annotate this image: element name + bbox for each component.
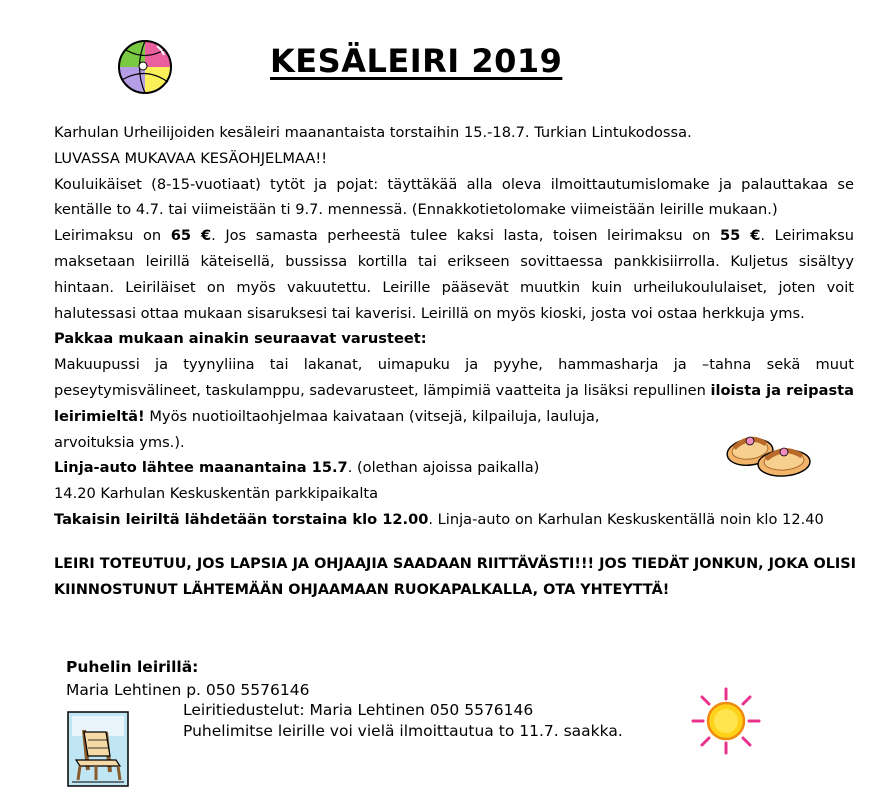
intro-line-2: LUVASSA MUKAVAA KESÄOHJELMAA!! xyxy=(54,149,328,167)
contact-details xyxy=(183,700,623,742)
fee-paragraph: Leirimaksu on 65 €. Jos samasta perheestä tulee kaksi lasta, toisen leirimaksu on 55 €. Leirimaksu maksetaan leirillä käteisellä, bussissa kortilla tai erikseen sovittaessa pankkisiirrolla. Kuljetus sisältyy hintaan. Leiriläiset on myös vakuutettu. Leirille pääsevät muutkin kuin urheilukoululaiset, joten voit halutessasi ottaa mukaan sisaruksesi tai kaverisi. Leirillä on myös kioski, josta voi ostaa herkkuja yms. xyxy=(54,227,854,322)
contact-heading: Puhelin leirillä: xyxy=(66,658,199,676)
staff-warning: LEIRI TOTEUTUU, JOS LAPSIA JA OHJAAJIA SAADAAN RIITTÄVÄSTI!!! JOS TIEDÄT JONKUN, JOKA OLISI KIINNOSTUNUT LÄHTEMÄÄN OHJAAMAAN RUOKAPALKALLA, OTA YHTEYTTÄ! xyxy=(54,556,856,598)
beach-ball-icon xyxy=(112,36,178,96)
contact-person: Maria Lehtinen p. 050 5576146 xyxy=(66,681,310,699)
late-registration-line: Puhelimitse leirille voi vielä ilmoittautua to 11.7. saakka. xyxy=(183,722,623,740)
page-title: KESÄLEIRI 2019 xyxy=(270,42,563,80)
packing-heading: Pakkaa mukaan ainakin seuraavat varusteet: xyxy=(54,330,427,348)
contact-info-line: Leiritiedustelut: Maria Lehtinen 050 5576146 xyxy=(183,701,534,719)
bus-return: Takaisin leiriltä lähdetään torstaina klo 12.00. Linja-auto on Karhulan Keskuskentällä noin klo 12.40 xyxy=(54,510,824,528)
bus-departure: Linja-auto lähtee maanantaina 15.7. (olethan ajoissa paikalla) xyxy=(54,459,540,476)
bus-info xyxy=(54,455,854,532)
bus-departure-place: 14.20 Karhulan Keskuskentän parkkipaikalta xyxy=(54,484,379,502)
fee-amount-1: 65 € xyxy=(170,227,212,245)
deck-chair-icon xyxy=(66,710,130,788)
intro-line-3: Kouluikäiset (8-15-vuotiaat) tytöt ja pojat: täyttäkää alla oleva ilmoittautumislomake ja palauttakaa se kentälle to 4.7. tai viimeistään ti 9.7. mennessä. (Ennakkotietolomake viimeistään leirille mukaan.) xyxy=(54,175,854,219)
sun-icon xyxy=(690,686,762,756)
packing-list: Makuupussi ja tyynyliina tai lakanat, uimapuku ja pyyhe, hammasharja ja –tahna sekä muut peseytymisvälineet, taskulamppu, sadevarusteet, lämpimiä vaatteita ja lisäksi repullinen iloista ja reipasta leirimieltä! Myös nuotioiltaohjelmaa kaivataan (vitsejä, kilpailuja, lauluja, arvoituksia yms.). xyxy=(54,356,854,451)
body-text xyxy=(54,120,854,455)
fee-amount-2: 55 € xyxy=(719,227,761,245)
intro-line-1: Karhulan Urheilijoiden kesäleiri maanantaista torstaihin 15.-18.7. Turkian Lintukodossa. xyxy=(54,124,692,141)
packing-highlight: iloista ja reipasta leirimieltä! xyxy=(54,381,854,425)
